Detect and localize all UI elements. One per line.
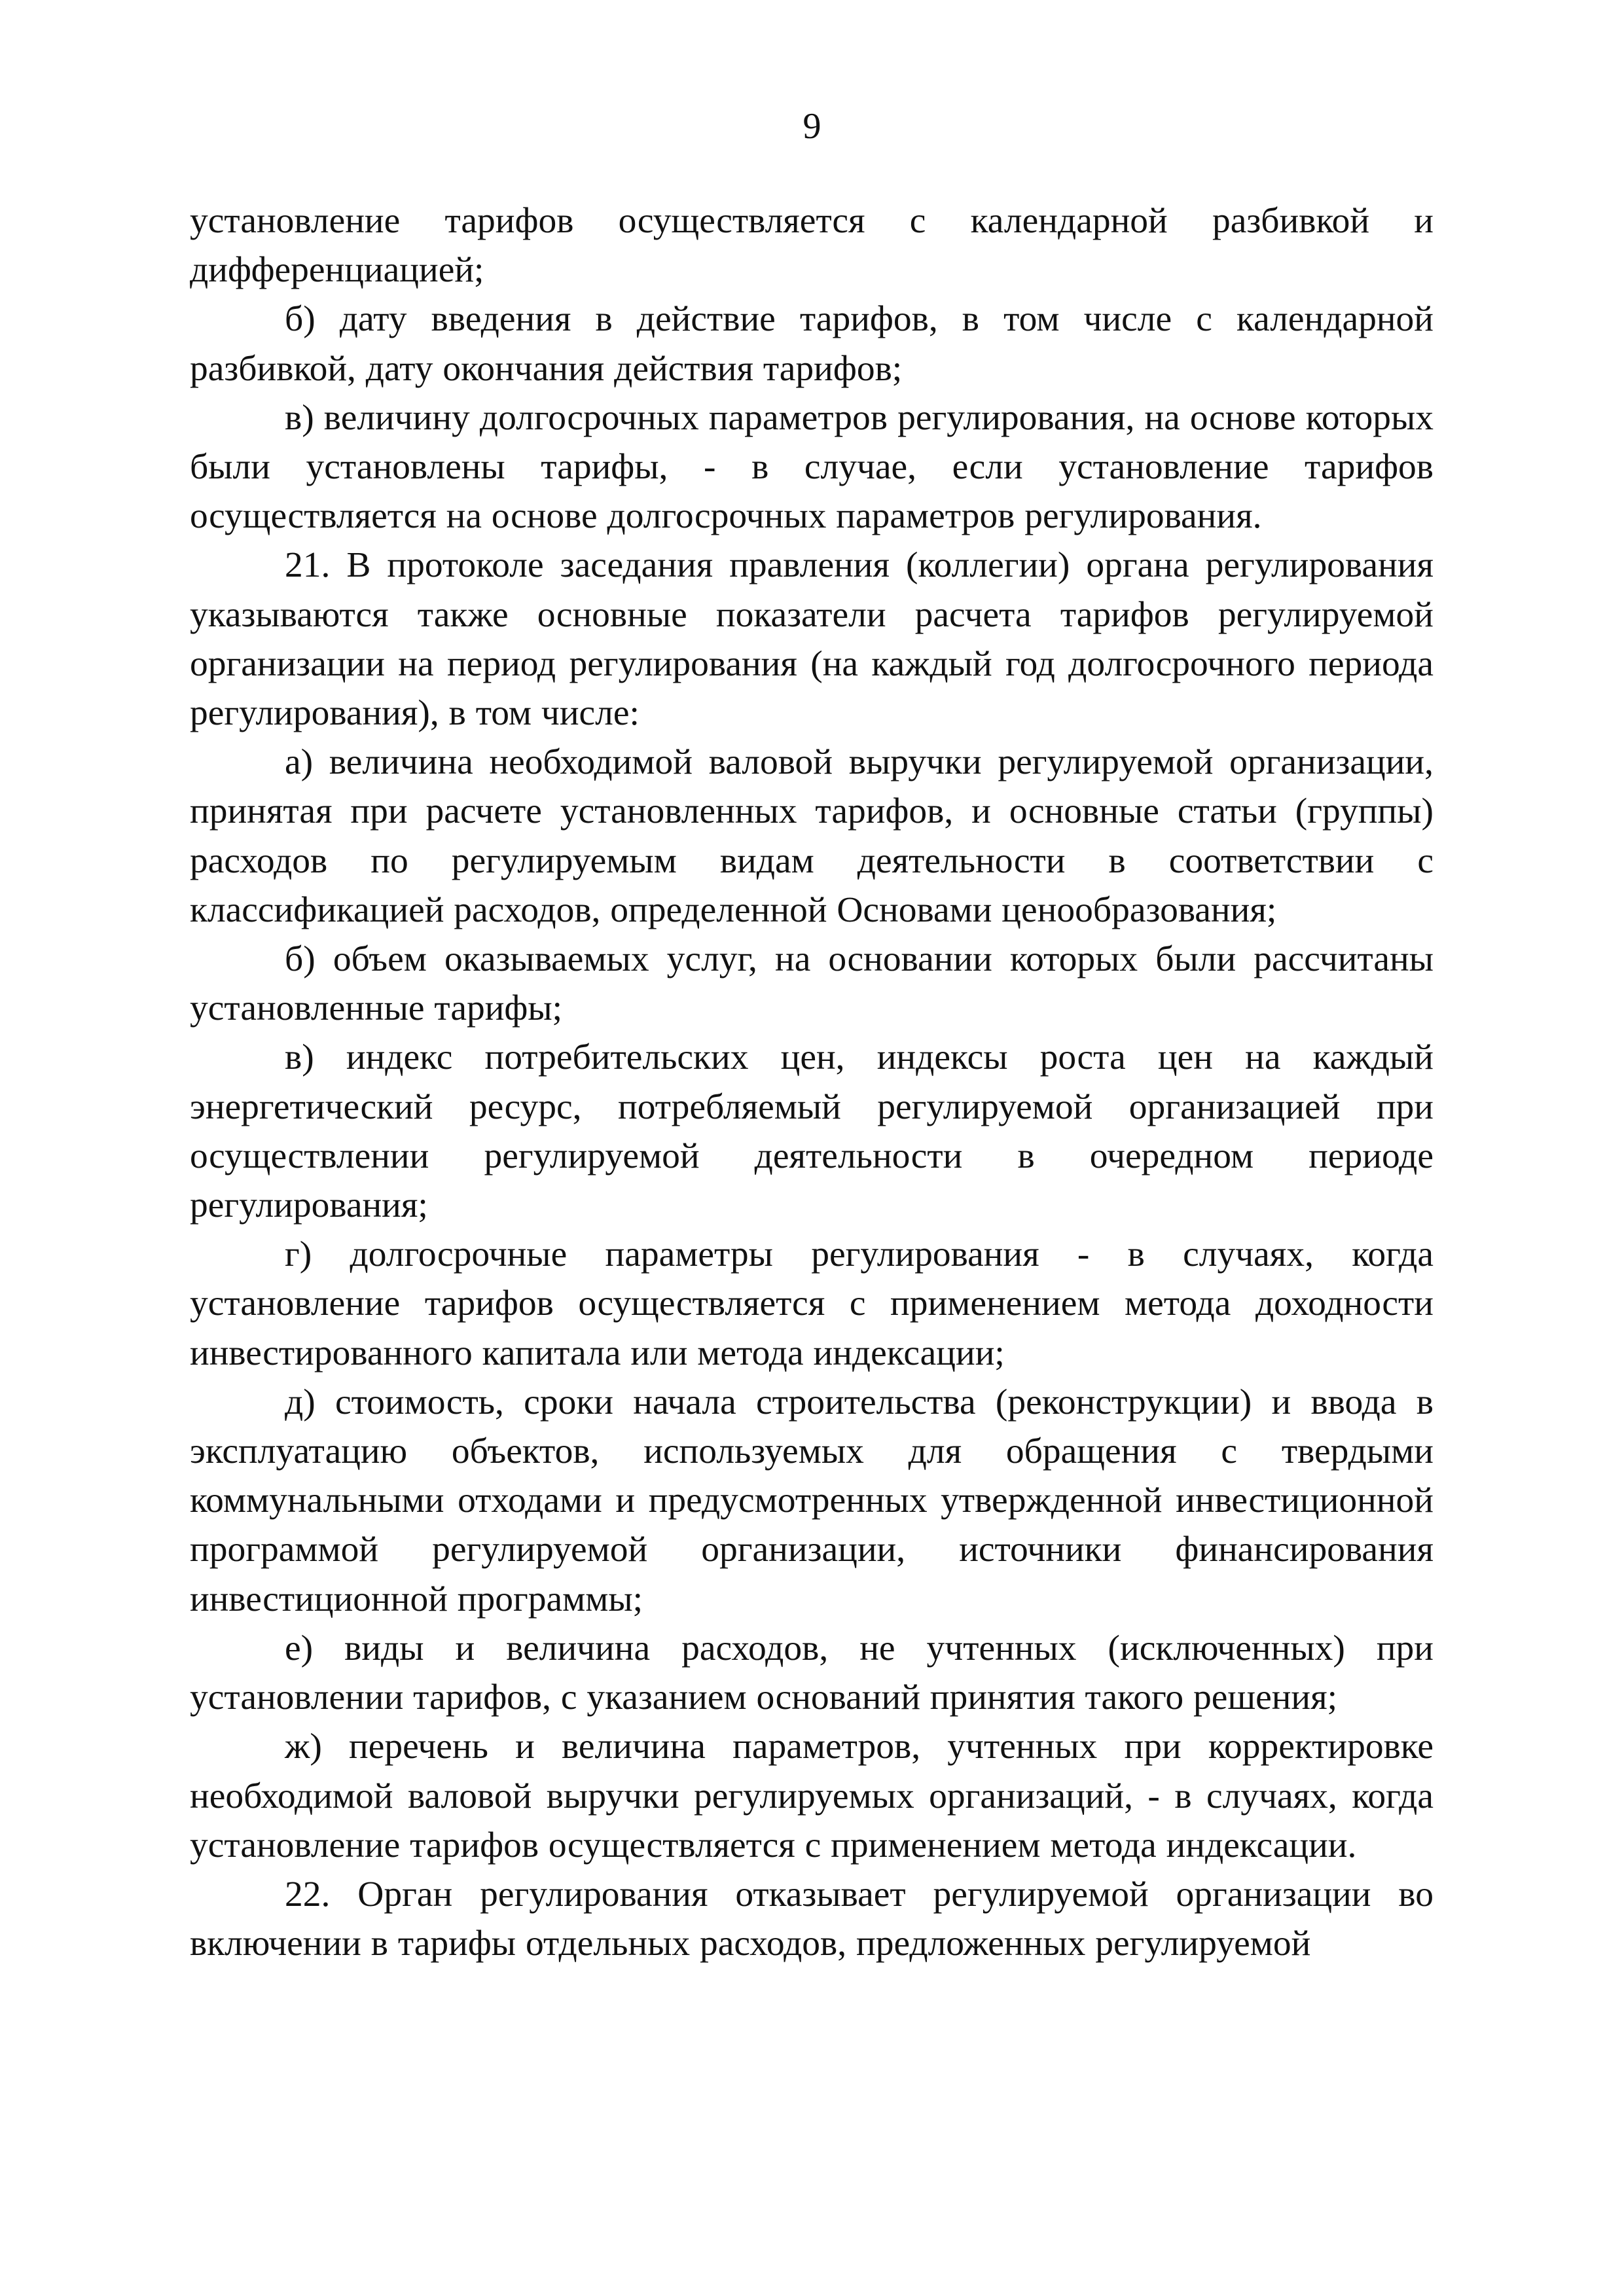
paragraph-item-b-effective-date: б) дату введения в действие тарифов, в том числе с календарной разбивкой, дату окончания действия тарифов; (190, 299, 1434, 389)
paragraph-item-g-long-term-parameters: г) долгосрочные параметры регулирования - в случаях, когда установление тарифов осуществляется с применением метода доходности инвестированного капитала или метода индексации; (190, 1234, 1434, 1373)
paragraph-item-v-long-term-parameters: в) величину долгосрочных параметров регулирования, на основе которых были установлены тарифы, - в случае, если установление тарифов осуществляется на основе долгосрочных параметров регулирования. (190, 397, 1434, 537)
paragraph-clause-22: 22. Орган регулирования отказывает регулируемой организации во включении в тарифы отдельных расходов, предложенных регулируемой (190, 1874, 1434, 1964)
paragraph-continuation: установление тарифов осуществляется с календарной разбивкой и дифференциацией; (190, 201, 1434, 291)
page-number: 9 (803, 106, 821, 147)
document-body (190, 196, 1434, 1968)
paragraph-clause-21: 21. В протоколе заседания правления (коллегии) органа регулирования указываются также основные показатели расчета тарифов регулируемой организации на период регулирования (на каждый год долгосрочного периода регулирования), в том числе: (190, 545, 1434, 734)
paragraph-item-zh-adjustment-parameters: ж) перечень и величина параметров, учтенных при корректировке необходимой валовой выручки регулируемых организаций, - в случаях, когда установление тарифов осуществляется с применением метода индексации. (190, 1727, 1434, 1865)
paragraph-item-v-price-index: в) индекс потребительских цен, индексы роста цен на каждый энергетический ресурс, потребляемый регулируемой организацией при осуществлении регулируемой деятельности в очередном периоде регулирования; (190, 1037, 1434, 1226)
paragraph-item-d-construction-cost: д) стоимость, сроки начала строительства (реконструкции) и ввода в эксплуатацию объектов, используемых для обращения с твердыми коммунальными отходами и предусмотренных утвержденной инвестиционной программой регулируемой организации, источники финансирования инвестиционной программы; (190, 1382, 1434, 1619)
paragraph-item-b-services-volume: б) объем оказываемых услуг, на основании которых были рассчитаны установленные тарифы; (190, 939, 1434, 1029)
paragraph-item-a-gross-revenue: а) величина необходимой валовой выручки регулируемой организации, принятая при расчете установленных тарифов, и основные статьи (группы) расходов по регулируемым видам деятельности в соответствии с классификацией расходов, определенной Основами ценообразования; (190, 742, 1434, 930)
paragraph-item-e-excluded-expenses: е) виды и величина расходов, не учтенных (исключенных) при установлении тарифов, с указанием оснований принятия такого решения; (190, 1628, 1434, 1718)
